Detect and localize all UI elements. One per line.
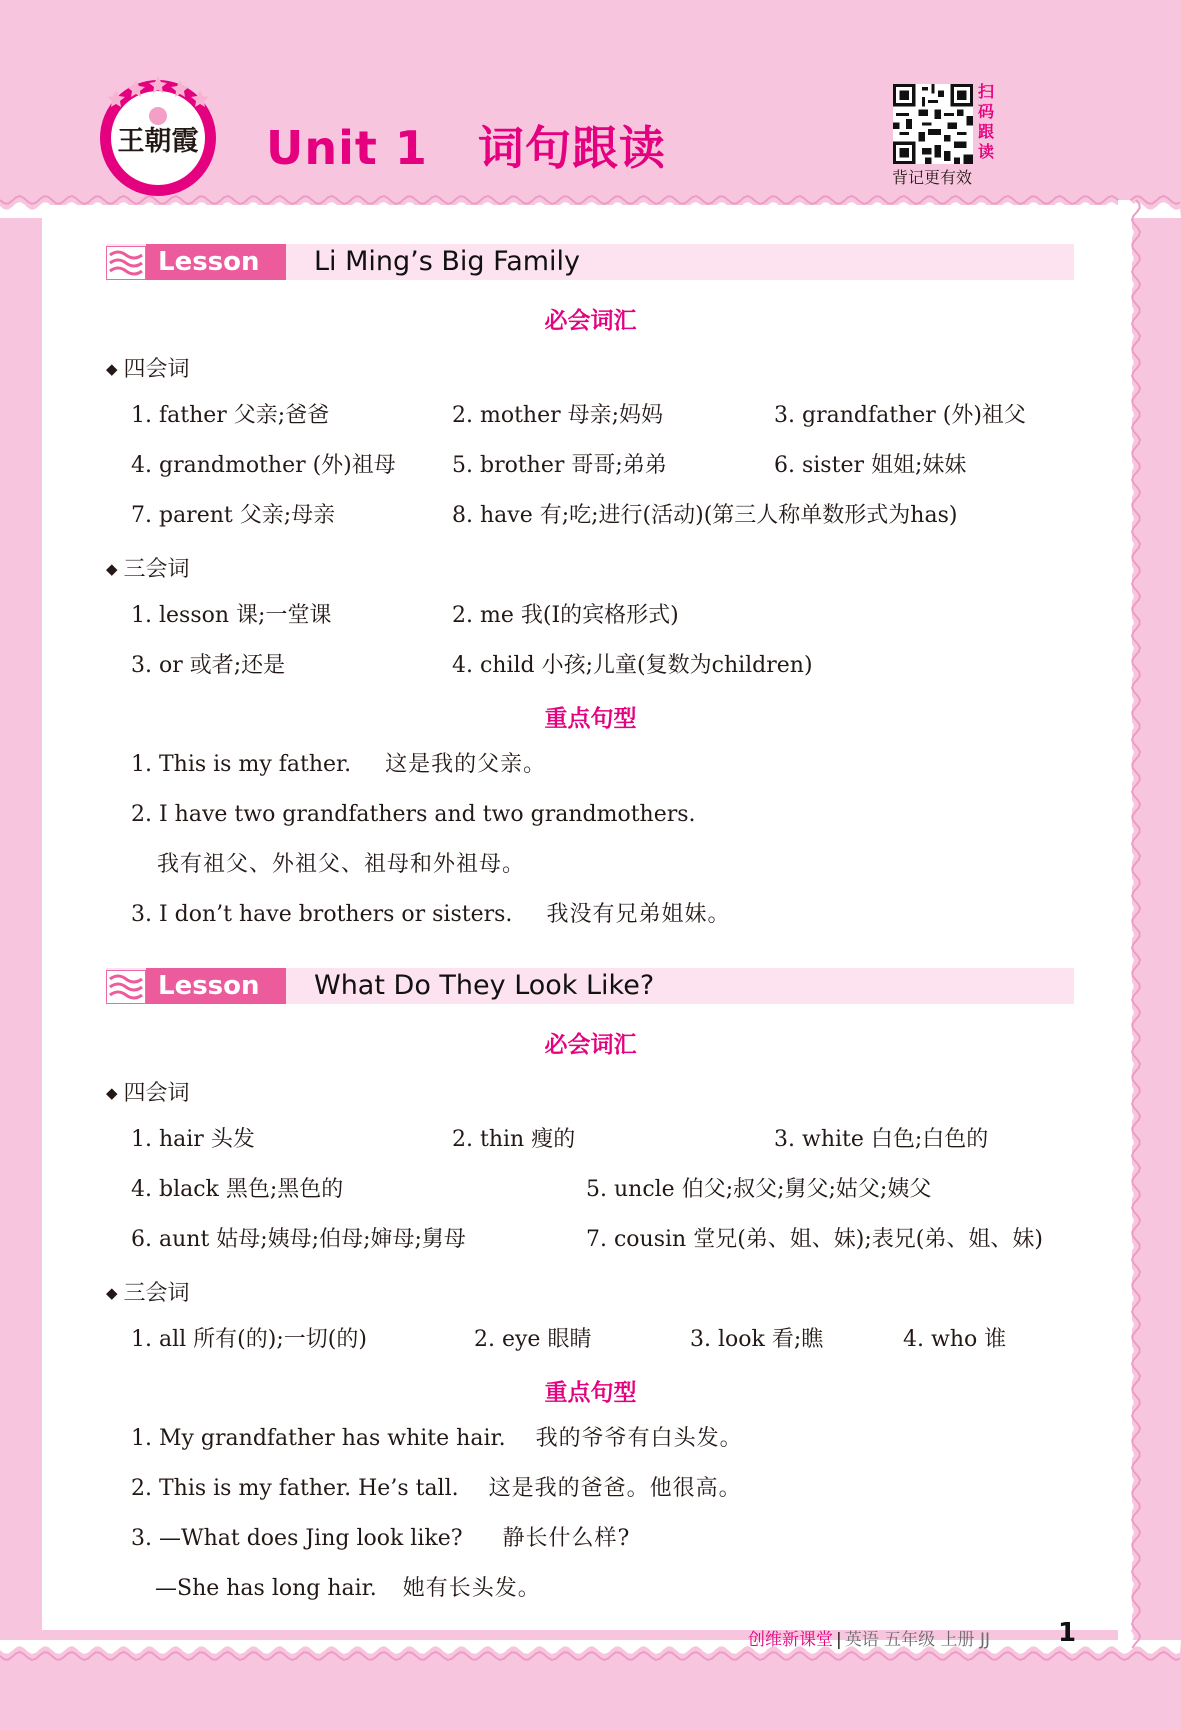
unit-label: Unit 1 <box>266 121 428 175</box>
footer-meta: 英语 五年级 上册 JJ <box>844 1630 990 1650</box>
sentence-zh: 我的爷爷有白头发。 <box>535 1426 743 1451</box>
diamond-bullet-icon: ◆ <box>106 560 118 578</box>
vocab-item: 5. brother 哥哥;弟弟 <box>452 453 667 478</box>
sentence-zh: 我没有兄弟姐妹。 <box>546 902 731 927</box>
publisher-logo <box>96 76 220 200</box>
unit-title <box>266 112 666 178</box>
vocab-item: 2. eye 眼睛 <box>474 1327 592 1352</box>
category-label: 三会词 <box>123 557 190 582</box>
vocab-item: 3. look 看;瞧 <box>690 1327 824 1352</box>
wave-lines-icon <box>106 970 146 1004</box>
logo-text: 王朝霞 <box>117 126 199 157</box>
sentence-row <box>131 1475 742 1503</box>
qr-label <box>978 82 998 162</box>
vocab-item: 3. grandfather (外)祖父 <box>774 403 1026 428</box>
sentence-zh: 这是我的爸爸。他很高。 <box>488 1476 742 1501</box>
sentence-zh: 她有长头发。 <box>402 1576 541 1601</box>
qr-label-char: 扫 <box>978 82 995 101</box>
vocab-item: 2. mother 母亲;妈妈 <box>452 403 664 428</box>
sentence-en: —She has long hair. <box>155 1576 377 1601</box>
sentence-row <box>131 1425 743 1453</box>
vocab-item: 4. child 小孩;儿童(复数为children) <box>452 653 813 678</box>
vocab-item: 4. black 黑色;黑色的 <box>131 1177 344 1202</box>
sentence-zh: 这是我的父亲。 <box>385 752 547 777</box>
lesson2-banner <box>106 968 1074 1037</box>
vocab-item: 3. or 或者;还是 <box>131 653 286 678</box>
sentence-row <box>131 751 546 779</box>
vocab-item: 6. aunt 姑母;姨母;伯母;婶母;舅母 <box>131 1227 466 1252</box>
vocab-item: 8. have 有;吃;进行(活动)(第三人称单数形式为has) <box>452 503 958 528</box>
sentence-en: 1. This is my father. <box>131 752 352 777</box>
wavy-border-right <box>1118 200 1148 1650</box>
vocab-item: 5. uncle 伯父;叔父;舅父;姑父;姨父 <box>586 1177 932 1202</box>
vocab-item: 2. thin 瘦的 <box>452 1127 576 1152</box>
lesson2-title: What Do They Look Like? <box>314 970 655 1001</box>
lesson2-three-skill-label <box>106 1276 190 1307</box>
wave-lines-icon <box>106 246 146 280</box>
sentence-en: 1. My grandfather has white hair. <box>131 1426 506 1451</box>
vocab-item: 1. all 所有(的);一切(的) <box>131 1327 367 1352</box>
page-number: 1 <box>1058 1618 1077 1648</box>
lesson1-vocab-heading: 必会词汇 <box>544 308 637 334</box>
qr-label-char: 码 <box>978 102 995 121</box>
vocab-item: 3. white 白色;白色的 <box>774 1127 989 1152</box>
lesson2-sentence-heading: 重点句型 <box>544 1380 637 1406</box>
category-label: 四会词 <box>123 1081 190 1106</box>
qr-label-char: 读 <box>978 142 995 161</box>
category-label: 四会词 <box>123 357 190 382</box>
category-label: 三会词 <box>123 1281 190 1306</box>
lesson2-vocab-heading: 必会词汇 <box>544 1032 637 1058</box>
sentence-row <box>131 901 730 929</box>
wavy-border-bottom <box>0 1640 1181 1670</box>
sentence-row <box>155 1575 541 1603</box>
footer-brand: 创维新课堂 <box>748 1630 833 1650</box>
vocab-item: 1. father 父亲;爸爸 <box>131 403 330 428</box>
sentence-en: 2. This is my father. He’s tall. <box>131 1476 459 1501</box>
footer <box>748 1625 990 1650</box>
sentence-zh: 静长什么样? <box>502 1526 631 1551</box>
qr-label-char: 跟 <box>978 122 995 141</box>
vocab-item: 7. cousin 堂兄(弟、姐、妹);表兄(弟、姐、妹) <box>586 1227 1043 1252</box>
lesson1-title: Li Ming’s Big Family <box>314 246 581 277</box>
qr-caption: 背记更有效 <box>892 168 973 187</box>
vocab-item: 4. grandmother (外)祖母 <box>131 453 396 478</box>
vocab-item: 7. parent 父亲;母亲 <box>131 503 336 528</box>
lesson1-sentence-heading: 重点句型 <box>544 706 637 732</box>
lesson2-four-skill-label <box>106 1076 190 1107</box>
lesson2-tag: Lesson 2 <box>146 968 286 1004</box>
unit-subtitle: 词句跟读 <box>477 121 666 175</box>
lesson1-three-skill-label <box>106 552 190 583</box>
footer-separator: | <box>836 1630 842 1650</box>
vocab-item: 2. me 我(I的宾格形式) <box>452 603 679 628</box>
vocab-item: 1. hair 头发 <box>131 1127 255 1152</box>
vocab-item: 6. sister 姐姐;妹妹 <box>774 453 967 478</box>
vocab-item: 4. who 谁 <box>903 1327 1007 1352</box>
diamond-bullet-icon: ◆ <box>106 1284 118 1302</box>
sentence-row <box>131 1525 630 1553</box>
lesson1-tag: Lesson 1 <box>146 244 286 280</box>
diamond-bullet-icon: ◆ <box>106 1084 118 1102</box>
lesson1-four-skill-label <box>106 352 190 383</box>
sentence-en: 3. —What does Jing look like? <box>131 1526 463 1551</box>
vocab-item: 1. lesson 课;一堂课 <box>131 603 332 628</box>
diamond-bullet-icon: ◆ <box>106 360 118 378</box>
sentence-en: 3. I don’t have brothers or sisters. <box>131 902 513 927</box>
qr-code-icon[interactable] <box>893 84 973 164</box>
sentence-zh: 我有祖父、外祖父、祖母和外祖母。 <box>157 852 526 877</box>
lesson1-banner <box>106 244 1074 313</box>
sentence-en: 2. I have two grandfathers and two grandmothers. <box>131 802 696 827</box>
